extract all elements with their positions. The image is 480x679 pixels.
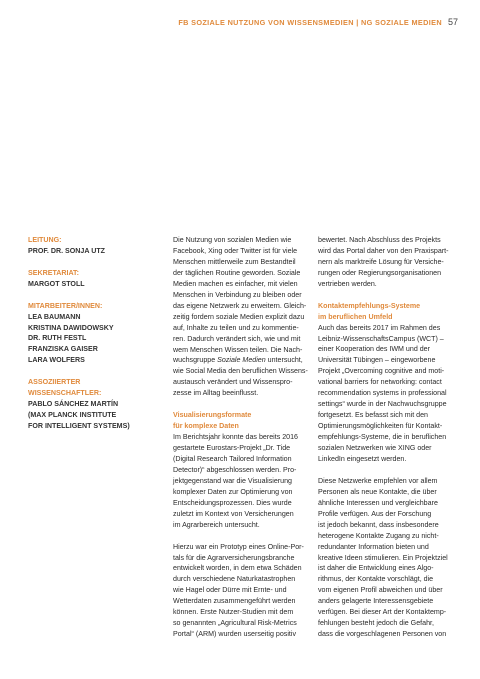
text-line: jektgegenstand war die Visualisierung xyxy=(173,476,292,485)
text-line: ren. Dadurch verändert sich, wie und mit xyxy=(173,334,301,343)
text-line: rithmus, der Kontakte vorschlägt, die xyxy=(318,575,434,584)
team-sidebar xyxy=(28,235,153,443)
paragraph xyxy=(173,542,315,641)
text-line: Optimierungsmöglichkeiten für Kontakt- xyxy=(318,422,443,431)
text-line: Auch das bereits 2017 im Rahmen des xyxy=(318,323,441,332)
text-line: heterogene Kontakte Zugang zu nicht- xyxy=(318,531,439,540)
text-line: im Agrarbereich untersucht. xyxy=(173,520,260,529)
text-line: dass die vorgeschlagenen Personen von xyxy=(318,630,447,639)
role-mitarbeiter xyxy=(28,301,153,367)
text-line: Menschen mittlerweile zum Bestandteil xyxy=(173,257,296,266)
body-column-3 xyxy=(318,235,454,651)
text-line: austausch verändert und Wissenspro- xyxy=(173,378,293,387)
text-line: ist daher die Entwicklung eines Algo- xyxy=(318,564,434,573)
text-line: Profile verfügen. Aus der Forschung xyxy=(318,509,432,518)
text-line: vertrieben werden. xyxy=(318,279,377,288)
text-line: Wetterdaten zusammengeführt werden xyxy=(173,597,296,606)
running-header xyxy=(178,17,458,27)
text-line: (Digital Research Tailored Information xyxy=(173,455,292,463)
body-column-2 xyxy=(173,235,315,651)
group-name-italic: Soziale Medien xyxy=(217,356,266,365)
subheading-line: im beruflichen Umfeld xyxy=(318,312,393,321)
text-line: Die Nutzung von sozialen Medien wie xyxy=(173,236,292,244)
text-line: wie Social Media den beruflichen Wissens- xyxy=(173,367,308,376)
section-title: FB SOZIALE NUTZUNG VON WISSENSMEDIEN | NG SOZIALE MEDIEN xyxy=(178,18,442,27)
person-name: KRISTINA DAWIDOWSKY xyxy=(28,323,114,332)
person-name: LARA WOLFERS xyxy=(28,356,85,365)
text-line: kreative Ideen stimulieren. Ein Projektziel xyxy=(318,553,448,562)
person-affiliation: FOR INTELLIGENT SYSTEMS) xyxy=(28,422,130,431)
text-line: LinkedIn eingesetzt werden. xyxy=(318,455,407,463)
text-line: zesse im Alltag beeinflusst. xyxy=(173,389,259,398)
text-line: gestartete Eurostars-Projekt „Dr. Tide xyxy=(173,444,291,453)
subheading-line: für komplexe Daten xyxy=(173,422,239,431)
text-line: redundanter Information bieten und xyxy=(318,542,429,551)
person-affiliation: (MAX PLANCK INSTITUTE xyxy=(28,411,117,420)
role-label: MITARBEITER/INNEN: xyxy=(28,301,103,310)
subheading-line: Visualisierungsformate xyxy=(173,411,252,420)
text-run: untersucht, xyxy=(265,356,303,365)
text-line: wie Hagel oder Dürre mit Ernte- und xyxy=(173,586,287,595)
text-line: nern als marktreife Lösung für Versiche- xyxy=(318,257,444,266)
text-line: Universität Tübingen – eingeworbene xyxy=(318,356,436,365)
section-subheading xyxy=(173,410,315,432)
text-line: fehlungen besteht jedoch die Gefahr, xyxy=(318,619,434,628)
section-subheading xyxy=(318,301,454,323)
text-line: Detector)“ abgeschlossen werden. Pro- xyxy=(173,465,297,474)
text-line: verfügen. Bei dieser Art der Kontaktemp- xyxy=(318,608,447,617)
text-line: wem Menschen Wissen teilen. Die Nach- xyxy=(173,345,303,354)
paragraph xyxy=(318,323,454,465)
text-line: Hierzu war ein Prototyp eines Online-Por- xyxy=(173,542,304,551)
text-line: ähnliche Interessen und vergleichbare xyxy=(318,498,438,507)
role-sekretariat xyxy=(28,268,153,290)
role-leitung xyxy=(28,235,153,257)
text-line: zeitig fordern soziale Medien explizit dazu xyxy=(173,312,305,321)
paragraph xyxy=(318,235,454,290)
role-label: SEKRETARIAT: xyxy=(28,268,79,277)
person-name: PABLO SÁNCHEZ MARTÍN xyxy=(28,400,119,409)
text-line: Entscheidungsprozessen. Dies wurde xyxy=(173,498,292,507)
text-line: recommendation systems in professional xyxy=(318,389,447,398)
text-line: der täglichen Routine geworden. Soziale xyxy=(173,268,301,277)
text-line: bewertet. Nach Abschluss des Projekts xyxy=(318,236,441,244)
text-line: Diese Netzwerke empfehlen vor allem xyxy=(318,476,438,485)
text-line: Portal“ (ARM) wurden userseitig positiv xyxy=(173,630,296,639)
text-line: komplexer Daten zur Optimierung von xyxy=(173,487,293,496)
text-line: einer Kooperation des IWM und der xyxy=(318,345,430,354)
paragraph-intro xyxy=(173,235,315,399)
text-line: anders gelagerte Interessensgebiete xyxy=(318,597,434,606)
text-line: Medien machen es einfacher, mit vielen xyxy=(173,279,298,288)
subheading-line: Kontaktempfehlungs-Systeme xyxy=(318,301,421,310)
person-name: DR. RUTH FESTL xyxy=(28,334,87,343)
person-name: LEA BAUMANN xyxy=(28,312,81,321)
role-label: WISSENSCHAFTLER: xyxy=(28,389,102,398)
text-line: vom eigenen Profil abweichen und über xyxy=(318,586,443,595)
role-assoziiert xyxy=(28,377,153,432)
text-run: wuchsgruppe xyxy=(173,356,218,365)
role-label: LEITUNG: xyxy=(28,236,62,244)
text-line: ist jedoch bekannt, dass insbesondere xyxy=(318,520,439,529)
text-line: Leibniz-WissenschaftsCampus (WCT) – xyxy=(318,334,444,343)
paragraph xyxy=(318,476,454,640)
text-line: Im Berichtsjahr konnte das bereits 2016 xyxy=(173,433,298,442)
text-line: Menschen in Verbindung zu bleiben oder xyxy=(173,290,302,299)
text-line: zuletzt im Kontext von Versicherungen xyxy=(173,509,294,518)
text-line: können. Erste Nutzer-Studien mit dem xyxy=(173,608,294,617)
text-line: Projekt „Overcoming cognitive and moti- xyxy=(318,367,445,376)
text-line: Facebook, Xing oder Twitter ist für viele xyxy=(173,246,298,255)
text-line: Personen als neue Kontakte, die über xyxy=(318,487,437,496)
text-line: sozialen Netzwerken wie XING oder xyxy=(318,444,432,453)
text-line: vational barriers for networking: contact xyxy=(318,378,442,387)
text-line: fortgesetzt. Es befasst sich mit den xyxy=(318,411,429,420)
text-line: das eigene Netzwerk zu erweitern. Gleich- xyxy=(173,301,307,310)
person-name: MARGOT STOLL xyxy=(28,279,85,288)
text-line: rungen oder Regierungsorganisationen xyxy=(318,268,442,277)
text-line: so genannten „Agricultural Risk-Metrics xyxy=(173,619,297,628)
text-line-mixed xyxy=(173,355,315,366)
text-line: tals für die Agrarversicherungsbranche xyxy=(173,553,295,562)
text-line: empfehlungs-Systeme, die in beruflichen xyxy=(318,433,447,442)
page-number: 57 xyxy=(447,17,458,27)
text-line: auf, Inhalte zu teilen und zu kommentie- xyxy=(173,323,299,332)
paragraph xyxy=(173,432,315,531)
text-line: wird das Portal daher von den Praxispart- xyxy=(318,246,449,255)
text-line: settings“ wurde in der Nachwuchsgruppe xyxy=(318,400,447,409)
role-label: ASSOZIIERTER xyxy=(28,378,81,387)
person-name: PROF. DR. SONJA UTZ xyxy=(28,246,105,255)
person-name: FRANZISKA GAISER xyxy=(28,345,98,354)
text-line: entwickelt worden, in dem etwa Schäden xyxy=(173,564,302,573)
text-line: durch verschiedene Naturkatastrophen xyxy=(173,575,296,584)
